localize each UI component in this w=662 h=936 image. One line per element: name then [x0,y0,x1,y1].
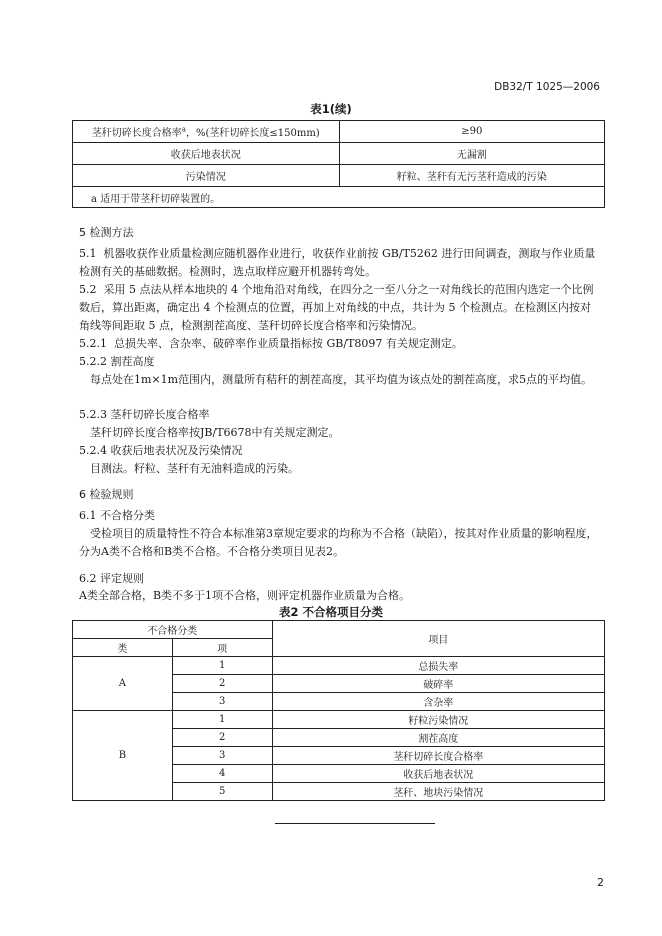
clause-5-1 [79,245,601,281]
clause-text: 机器收获作业质量检测应随机器作业进行，收获作业前按 GB/T5262 进行田间调查，测取与作业质量检测有关的基础数据。检测时，选点取样应避开机器转弯处。 [79,247,596,278]
table2-header-group: 不合格分类 [73,621,273,639]
table1-item-cell: 茎秆切碎长度合格率$^a$，%(茎秆切碎长度≤150mm) [73,121,340,143]
end-rule [275,823,435,824]
table2-item-number: 5 [172,783,272,801]
table-row [73,621,605,639]
table2-item-name: 含杂率 [272,693,604,711]
table2-item-number: 2 [172,729,272,747]
clause-5-2-2-heading: 5.2.2 割茬高度 [79,355,155,368]
clause-5-2-4-text: 目测法。籽粒、茎秆有无油料造成的污染。 [90,462,299,475]
table2-class-b: B [73,711,173,801]
clause-5-2-3-text: 茎秆切碎长度合格率按JB/T6678中有关规定测定。 [90,426,340,439]
table1-value-cell: 籽粒、茎秆有无污茎秆造成的污染 [339,165,604,187]
table2-item-name: 破碎率 [272,675,604,693]
page-number: 2 [597,876,604,889]
clause-text: 采用 5 点法从样本地块的 4 个地角沿对角线，在四分之一至八分之一对角线长的范围内选定一个比例数后，算出距离，确定出 4 个检测点的位置，再加上对角线的中点，共计为 5 个检测点。在检测区内按对角线等间距取 5 点，检测割茬高度、茎秆切碎长度合格率和污染情况。 [79,283,594,332]
clause-number: 5.2.1 [79,337,107,350]
clause-5-2-2-text: 每点处在1m×1m范围内，测量所有秸秆的割茬高度，其平均值为该点处的割茬高度，求5点的平均值。 [90,373,593,386]
clause-6-1-text: 受检项目的质量特性不符合本标准第3章规定要求的均称为不合格（缺陷），按其对作业质量的影响程度，分为A类不合格和B类不合格。不合格分类项目见表2。 [79,527,598,558]
table2-item-name: 收获后地表状况 [272,765,604,783]
table2-item-number: 4 [172,765,272,783]
table2 [72,620,605,801]
table2-item-name: 总损失率 [272,657,604,675]
clause-6-2-heading: 6.2 评定规则 [79,572,144,585]
clause-text: 总损失率、含杂率、破碎率作业质量指标按 GB/T8097 有关规定测定。 [114,337,463,350]
table1-value-cell: 无漏割 [339,143,604,165]
table2-item-number: 1 [172,657,272,675]
table-row [73,657,605,675]
table1-caption: 表1(续) [310,102,352,116]
clause-5-2-3-heading: 5.2.3 茎秆切碎长度合格率 [79,408,210,421]
table2-header-name: 项目 [272,621,604,657]
table2-item-name: 茎秆、地块污染情况 [272,783,604,801]
table1-footnote: a 适用于带茎秆切碎装置的。 [73,187,605,208]
table2-header-item: 项 [172,639,272,657]
table1 [72,120,605,208]
table2-class-a: A [73,657,173,711]
clause-5-2-1 [79,335,601,353]
table-row [73,121,605,143]
table2-item-name: 割茬高度 [272,729,604,747]
table1-item-cell: 污染情况 [73,165,340,187]
section-6-heading: 6 检验规则 [79,488,134,501]
table2-item-name: 茎秆切碎长度合格率 [272,747,604,765]
table2-item-number: 3 [172,747,272,765]
clause-5-2 [79,281,601,335]
table-row [73,165,605,187]
table2-item-number: 3 [172,693,272,711]
table-row [73,143,605,165]
table2-item-number: 2 [172,675,272,693]
table2-item-number: 1 [172,711,272,729]
clause-5-2-4-heading: 5.2.4 收获后地表状况及污染情况 [79,444,243,457]
clause-number: 5.1 [79,247,97,260]
clause-6-1-heading: 6.1 不合格分类 [79,509,155,522]
section-5-heading: 5 检测方法 [79,226,134,239]
clause-number: 5.2 [79,283,97,296]
table2-header-class: 类 [73,639,173,657]
table1-item-cell: 收获后地表状况 [73,143,340,165]
table2-caption: 表2 不合格项目分类 [278,605,383,619]
table2-item-name: 籽粒污染情况 [272,711,604,729]
standard-number: DB32/T 1025—2006 [494,81,600,93]
table1-value-cell: ≥90 [339,121,604,143]
table-row [73,187,605,208]
table-row [73,711,605,729]
clause-6-2-text: A类全部合格，B类不多于1项不合格，则评定机器作业质量为合格。 [79,589,411,602]
